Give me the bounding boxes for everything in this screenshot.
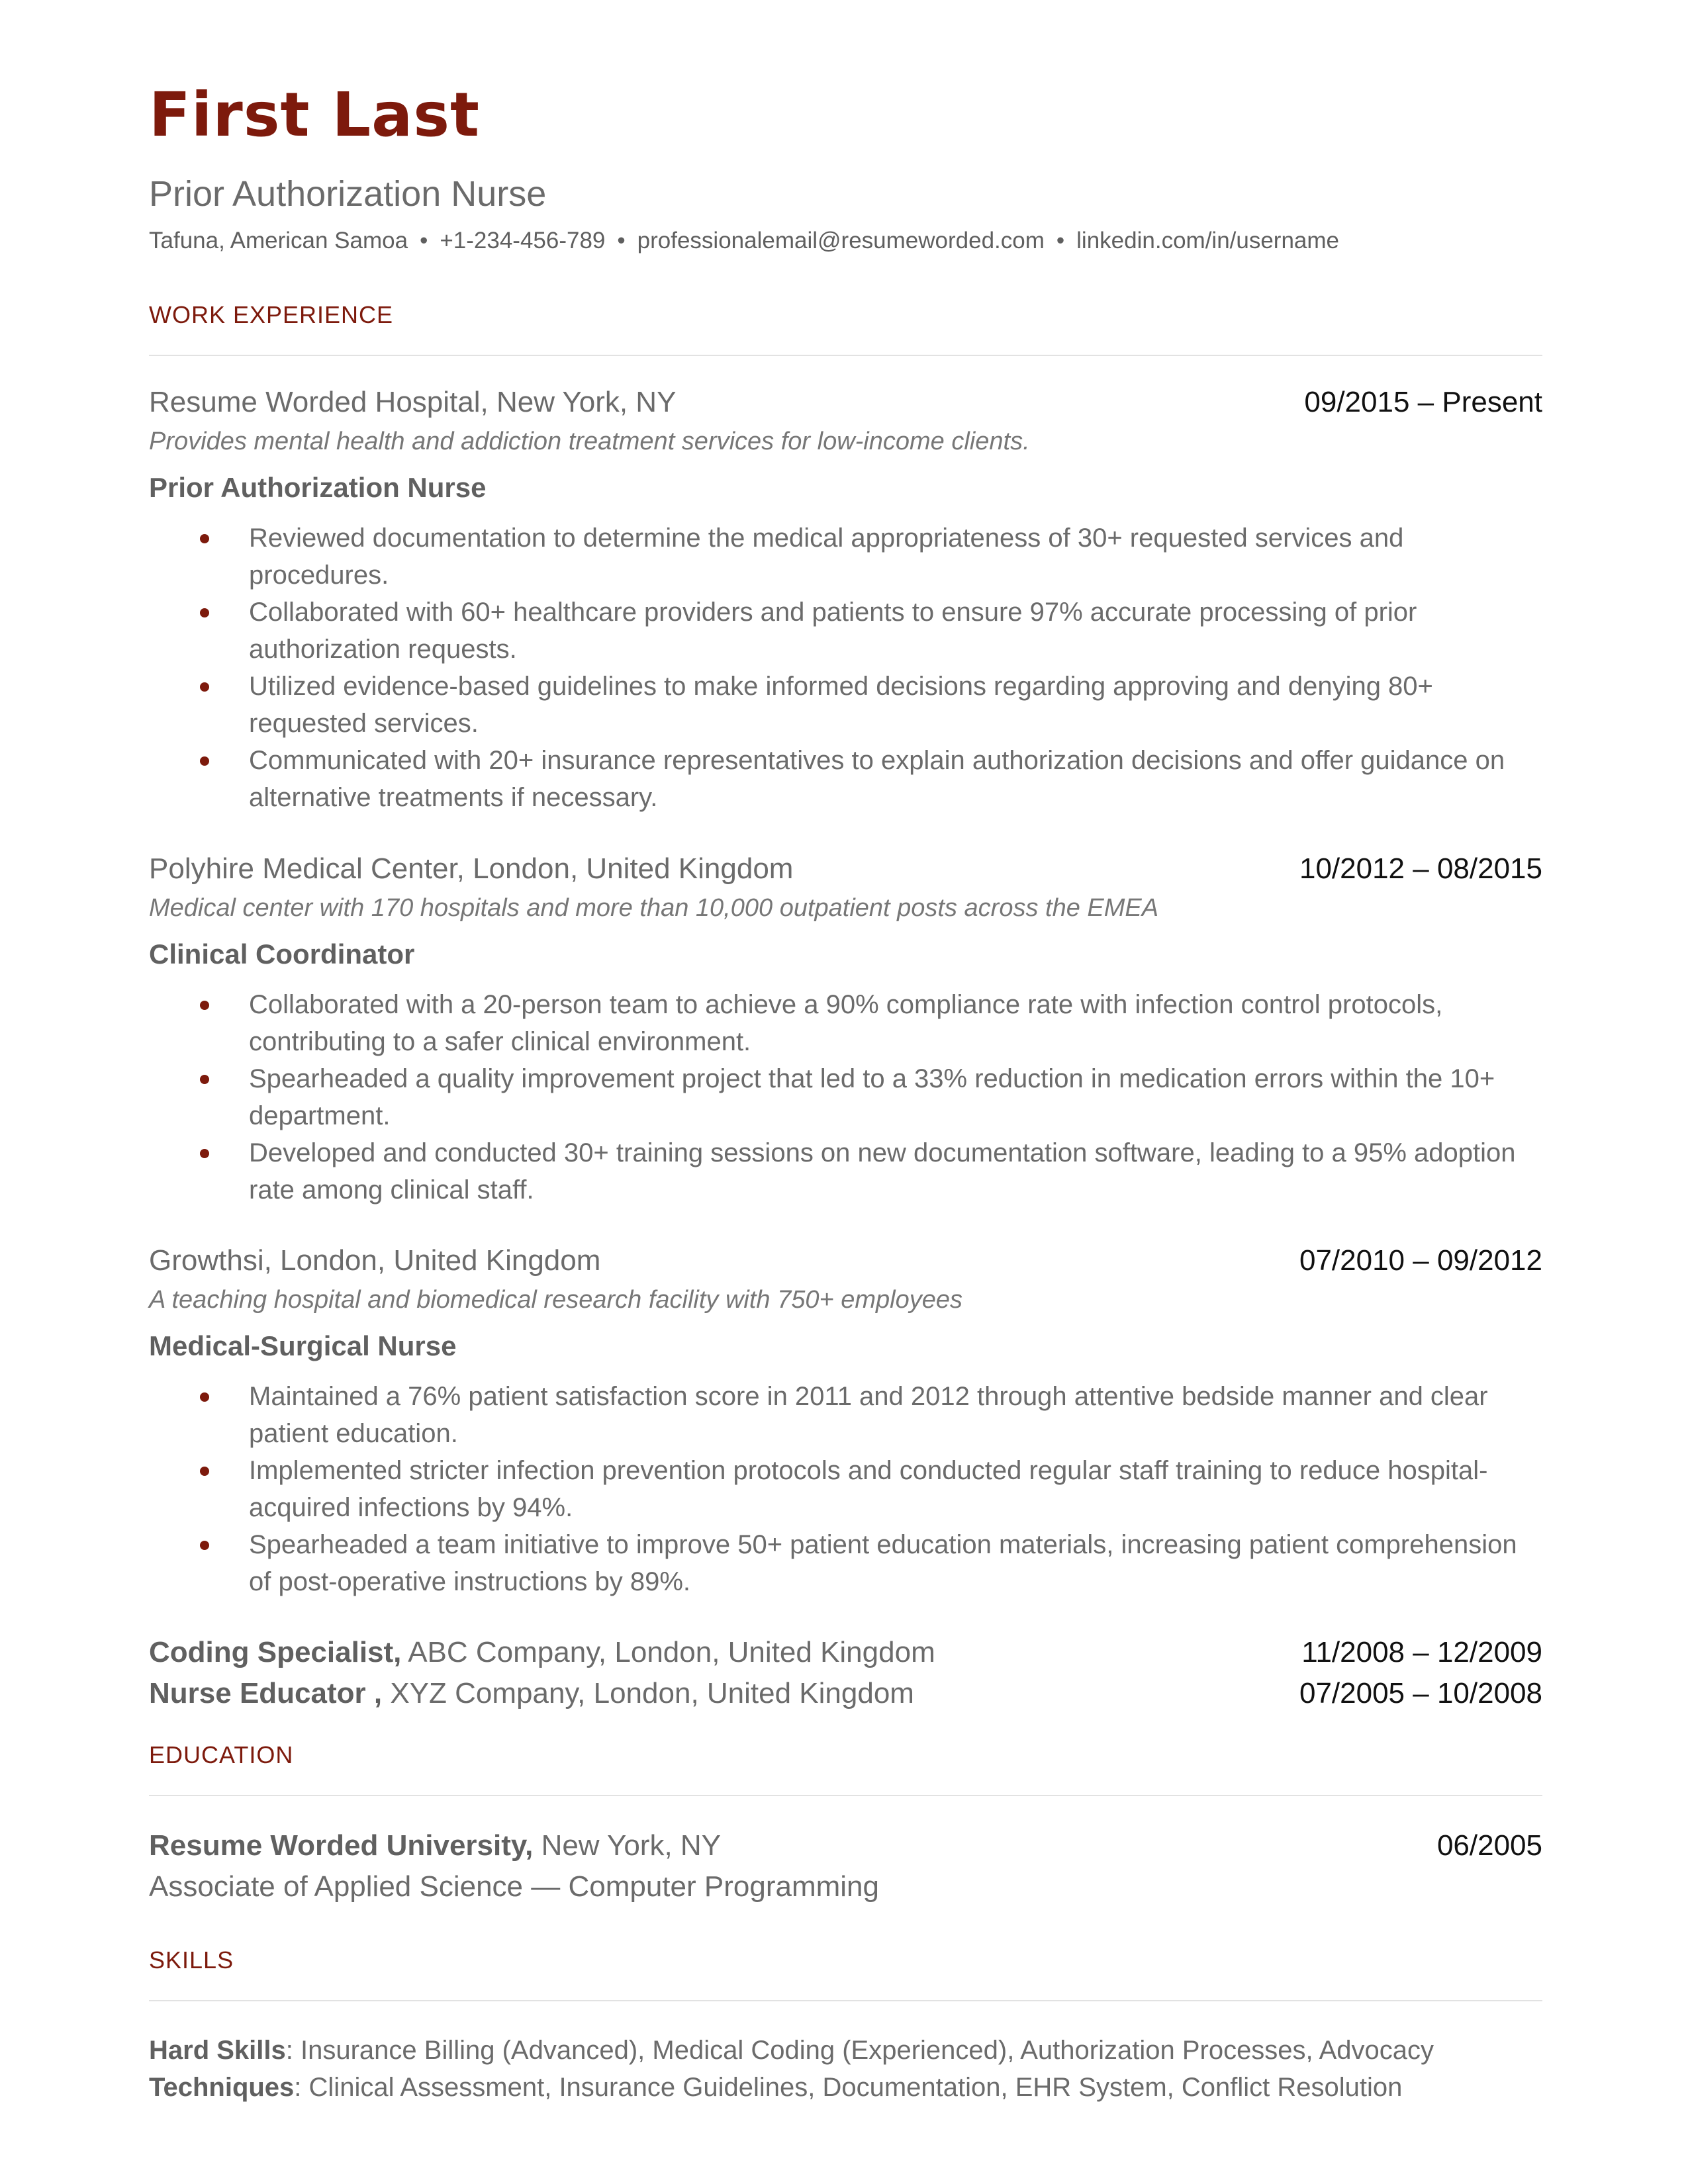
section-divider <box>149 355 1542 356</box>
education-school: Resume Worded University, <box>149 1829 534 1862</box>
job-company: Resume Worded Hospital, New York, NY <box>149 386 677 418</box>
job-bullet: Communicated with 20+ insurance representatives to explain authorization decisions and offer guidance on alternative treatments if necessary. <box>149 742 1542 816</box>
contact-phone: +1-234-456-789 <box>440 228 606 253</box>
job-header <box>149 388 1542 417</box>
contact-separator: • <box>420 228 428 253</box>
contact-location: Tafuna, American Samoa <box>149 228 408 253</box>
job-description: Medical center with 170 hospitals and more than 10,000 outpatient posts across the EMEA <box>149 894 1159 922</box>
job-role: Medical-Surgical Nurse <box>149 1330 457 1361</box>
contact-separator: • <box>1056 228 1065 253</box>
bullet-dot-icon <box>200 534 209 543</box>
job-bullet: Utilized evidence-based guidelines to make informed decisions regarding approving and denying 80+ requested services. <box>149 668 1542 742</box>
previous-role-row <box>149 1638 1542 1667</box>
section-title-skills: SKILLS <box>149 1946 234 1974</box>
education-location: New York, NY <box>541 1829 722 1862</box>
job-bullet-list <box>149 1378 1542 1600</box>
bullet-dot-icon <box>200 1149 209 1158</box>
job-role: Clinical Coordinator <box>149 938 415 970</box>
skills-hard-label: Hard Skills <box>149 2036 286 2065</box>
job-description: A teaching hospital and biomedical research facility with 750+ employees <box>149 1286 963 1314</box>
candidate-name: First Last <box>149 79 480 150</box>
previous-role-title: Coding Specialist, <box>149 1636 402 1668</box>
previous-role-dates: 11/2008 – 12/2009 <box>1301 1636 1542 1668</box>
job-dates: 10/2012 – 08/2015 <box>1299 852 1542 885</box>
job-bullet: Spearheaded a quality improvement project that led to a 33% reduction in medication errors within the 10+ department. <box>149 1060 1542 1134</box>
previous-role-company: XYZ Company, London, United Kingdom <box>390 1677 914 1709</box>
job-bullet: Collaborated with a 20-person team to achieve a 90% compliance rate with infection control protocols, contributing to a safer clinical environment. <box>149 986 1542 1060</box>
contact-separator: • <box>617 228 626 253</box>
contact-line <box>149 229 1339 252</box>
job-description: Provides mental health and addiction treatment services for low-income clients. <box>149 428 1030 455</box>
education-degree: Associate of Applied Science — Computer Programming <box>149 1870 879 1903</box>
bullet-dot-icon <box>200 1467 209 1476</box>
previous-role-company: ABC Company, London, United Kingdom <box>408 1636 935 1668</box>
skills-techniques: Techniques: Clinical Assessment, Insurance Guidelines, Documentation, EHR System, Conflict Resolution <box>149 2073 1403 2102</box>
job-bullet: Spearheaded a team initiative to improve 50+ patient education materials, increasing patient comprehension of post-operative instructions by 89%. <box>149 1526 1542 1600</box>
job-role: Prior Authorization Nurse <box>149 472 487 503</box>
bullet-dot-icon <box>200 682 209 692</box>
contact-linkedin: linkedin.com/in/username <box>1076 228 1340 253</box>
skills-hard-values: Insurance Billing (Advanced), Medical Coding (Experienced), Authorization Processes, Advocacy <box>301 2036 1434 2065</box>
previous-role-row <box>149 1679 1542 1708</box>
job-header <box>149 1246 1542 1275</box>
bullet-dot-icon <box>200 608 209 617</box>
job-bullet: Collaborated with 60+ healthcare providers and patients to ensure 97% accurate processing of prior authorization requests. <box>149 594 1542 668</box>
skills-hard: Hard Skills: Insurance Billing (Advanced), Medical Coding (Experienced), Authorization Processes, Advocacy <box>149 2036 1434 2065</box>
bullet-dot-icon <box>200 756 209 766</box>
skills-techniques-values: Clinical Assessment, Insurance Guidelines, Documentation, EHR System, Conflict Resolution <box>308 2073 1403 2102</box>
job-bullet: Maintained a 76% patient satisfaction score in 2011 and 2012 through attentive bedside manner and clear patient education. <box>149 1378 1542 1452</box>
previous-role-title: Nurse Educator , <box>149 1677 383 1709</box>
bullet-dot-icon <box>200 1541 209 1550</box>
job-company: Polyhire Medical Center, London, United Kingdom <box>149 852 794 885</box>
section-divider <box>149 1795 1542 1796</box>
job-bullet: Implemented stricter infection prevention protocols and conducted regular staff training to reduce hospital-acquired infections by 94%. <box>149 1452 1542 1526</box>
job-dates: 09/2015 – Present <box>1304 386 1542 418</box>
job-dates: 07/2010 – 09/2012 <box>1299 1244 1542 1277</box>
bullet-dot-icon <box>200 1392 209 1402</box>
section-divider <box>149 2000 1542 2001</box>
section-title-education: EDUCATION <box>149 1741 294 1768</box>
education-date: 06/2005 <box>1436 1829 1542 1862</box>
bullet-dot-icon <box>200 1075 209 1084</box>
section-title-work-experience: WORK EXPERIENCE <box>149 301 394 328</box>
previous-role-dates: 07/2005 – 10/2008 <box>1299 1677 1542 1709</box>
job-header <box>149 854 1542 884</box>
job-company: Growthsi, London, United Kingdom <box>149 1244 601 1277</box>
skills-techniques-label: Techniques <box>149 2073 295 2102</box>
bullet-dot-icon <box>200 1001 209 1010</box>
job-bullet: Reviewed documentation to determine the medical appropriateness of 30+ requested services and procedures. <box>149 520 1542 594</box>
job-bullet: Developed and conducted 30+ training sessions on new documentation software, leading to a 95% adoption rate among clinical staff. <box>149 1134 1542 1208</box>
contact-email: professionalemail@resumeworded.com <box>637 228 1045 253</box>
education-row <box>149 1831 1542 1860</box>
candidate-title: Prior Authorization Nurse <box>149 174 547 214</box>
job-bullet-list <box>149 986 1542 1208</box>
job-bullet-list <box>149 520 1542 816</box>
